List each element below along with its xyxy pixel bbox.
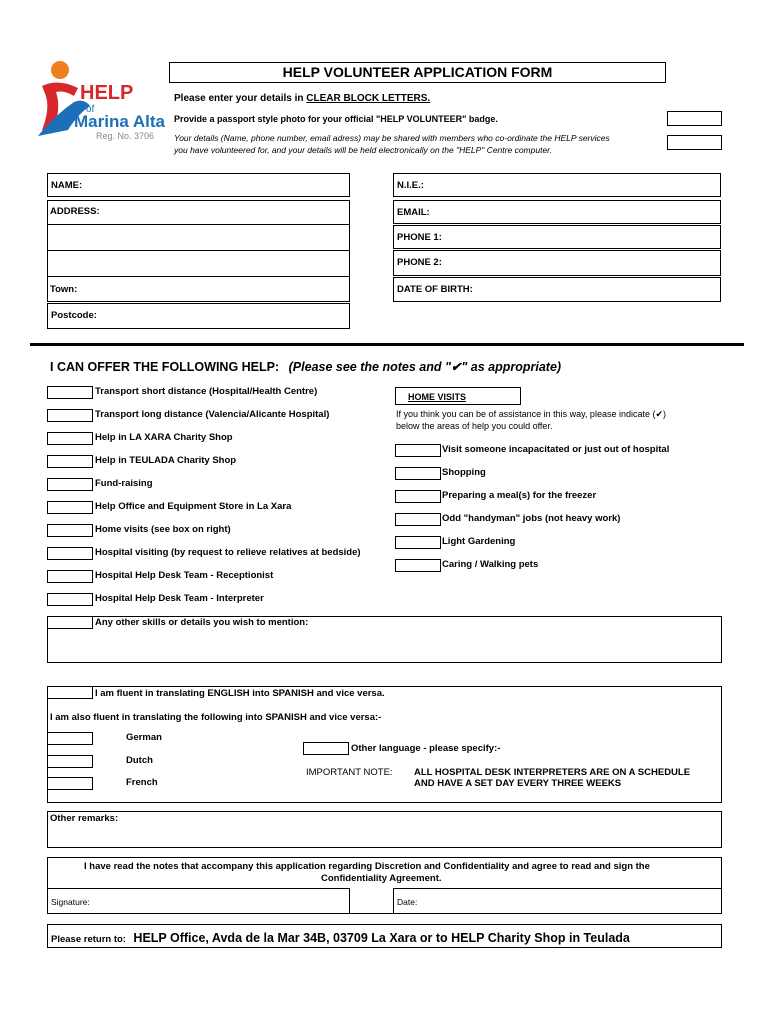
option-preparing-meals: Preparing a meal(s) for the freezer (442, 490, 597, 501)
option-desk-interpreter: Hospital Help Desk Team - Interpreter (95, 593, 264, 604)
also-fluent-text: I am also fluent in translating the following into SPANISH and vice versa:- (50, 712, 382, 723)
language-german: German (126, 732, 162, 743)
checkbox-la-xara-shop[interactable] (47, 432, 93, 445)
dob-label: DATE OF BIRTH: (397, 284, 473, 295)
option-transport-long: Transport long distance (Valencia/Alicante Hospital) (95, 409, 330, 420)
important-note-line-1: ALL HOSPITAL DESK INTERPRETERS ARE ON A SCHEDULE (414, 767, 691, 778)
offer-heading-note: (Please see the notes and "✔" as appropriate) (288, 360, 562, 374)
option-caring-pets: Caring / Walking pets (442, 559, 539, 570)
checkbox-teulada-shop[interactable] (47, 455, 93, 468)
option-desk-receptionist: Hospital Help Desk Team - Receptionist (95, 570, 274, 581)
checkbox-desk-interpreter[interactable] (47, 593, 93, 606)
checkbox-other-language[interactable] (303, 742, 349, 755)
privacy-line-2: you have volunteered for, and your details will be held electronically on the "HELP" Centre computer. (174, 145, 553, 155)
important-note-label: IMPORTANT NOTE: (306, 767, 393, 778)
name-field[interactable] (47, 173, 350, 197)
privacy-line-1: Your details (Name, phone number, email adress) may be shared with members who co-ordinate the HELP services (174, 133, 610, 143)
option-fund-raising: Fund-raising (95, 478, 153, 489)
photo-box-2[interactable] (667, 135, 722, 150)
date-label: Date: (397, 897, 418, 907)
checkbox-hospital-visiting[interactable] (47, 547, 93, 560)
phone1-field[interactable] (393, 225, 721, 249)
checkbox-german[interactable] (47, 732, 93, 745)
option-shopping: Shopping (442, 467, 486, 478)
language-dutch: Dutch (126, 755, 153, 766)
email-label: EMAIL: (397, 207, 430, 218)
block-letters-note (174, 93, 430, 104)
return-address-text: HELP Office, Avda de la Mar 34B, 03709 La Xara or to HELP Charity Shop in Teulada (133, 931, 630, 945)
checkbox-visit-incapacitated[interactable] (395, 444, 441, 457)
other-language-label: Other language - please specify:- (351, 743, 501, 754)
other-remarks-label: Other remarks: (50, 813, 119, 824)
block-letters-underlined: CLEAR BLOCK LETTERS. (306, 93, 431, 104)
signature-label: Signature: (51, 897, 90, 907)
nie-label: N.I.E.: (397, 180, 424, 191)
home-visits-title-box (395, 387, 521, 405)
phone1-label: PHONE 1: (397, 232, 442, 243)
home-visits-intro-1: If you think you can be of assistance in this way, please indicate (✔) (396, 409, 667, 419)
address-label: ADDRESS: (50, 206, 100, 217)
checkbox-fund-raising[interactable] (47, 478, 93, 491)
language-french: French (126, 777, 158, 788)
option-handyman: Odd "handyman" jobs (not heavy work) (442, 513, 621, 524)
home-visits-title: HOME VISITS (408, 392, 467, 402)
checkbox-preparing-meals[interactable] (395, 490, 441, 503)
name-label: NAME: (51, 180, 83, 191)
phone2-label: PHONE 2: (397, 257, 442, 268)
return-prefix: Please return to: (51, 934, 126, 945)
other-remarks-field[interactable] (47, 811, 722, 848)
checkbox-home-visits[interactable] (47, 524, 93, 537)
signature-field[interactable] (47, 888, 350, 914)
form-title-box (169, 62, 666, 83)
phone2-field[interactable] (393, 250, 721, 276)
option-visit-incapacitated: Visit someone incapacitated or just out of hospital (442, 444, 670, 455)
checkbox-french[interactable] (47, 777, 93, 790)
agreement-line-1: I have read the notes that accompany this application regarding Discretion and Confidentiality and agree to read and sign the (84, 861, 650, 872)
email-field[interactable] (393, 200, 721, 224)
agreement-line-2: Confidentiality Agreement. (321, 873, 442, 884)
checkbox-caring-pets[interactable] (395, 559, 441, 572)
form-title: HELP VOLUNTEER APPLICATION FORM (282, 64, 553, 80)
checkbox-dutch[interactable] (47, 755, 93, 768)
checkbox-light-gardening[interactable] (395, 536, 441, 549)
checkbox-transport-long[interactable] (47, 409, 93, 422)
fluent-english-text: I am fluent in translating ENGLISH into SPANISH and vice versa. (95, 688, 385, 699)
option-light-gardening: Light Gardening (442, 536, 516, 547)
logo-help-text: HELP (80, 82, 134, 104)
option-home-visits: Home visits (see box on right) (95, 524, 231, 535)
section-divider (30, 343, 744, 346)
offer-heading (50, 359, 561, 374)
option-teulada-shop: Help in TEULADA Charity Shop (95, 455, 237, 466)
checkbox-handyman[interactable] (395, 513, 441, 526)
dob-field[interactable] (393, 277, 721, 302)
checkbox-fluent-english[interactable] (47, 686, 93, 699)
logo-reg-text: Reg. No. 3706 (96, 131, 155, 141)
option-la-xara-shop: Help in LA XARA Charity Shop (95, 432, 233, 443)
other-skills-label: Any other skills or details you wish to mention: (95, 617, 309, 628)
offer-heading-text: I CAN OFFER THE FOLLOWING HELP: (50, 360, 280, 374)
option-transport-short: Transport short distance (Hospital/Health Centre) (95, 386, 318, 397)
postcode-field[interactable] (47, 303, 350, 329)
photo-note: Provide a passport style photo for your official "HELP VOLUNTEER" badge. (174, 114, 498, 124)
logo (34, 58, 166, 142)
logo-of-text: of (86, 104, 95, 115)
home-visits-intro-2: below the areas of help you could offer. (396, 421, 553, 431)
postcode-label: Postcode: (51, 310, 97, 321)
option-help-office: Help Office and Equipment Store in La Xara (95, 501, 292, 512)
nie-field[interactable] (393, 173, 721, 197)
checkbox-desk-receptionist[interactable] (47, 570, 93, 583)
date-field[interactable] (393, 888, 722, 914)
town-label: Town: (50, 284, 78, 295)
block-letters-prefix: Please enter your details in (174, 93, 307, 104)
photo-box-1[interactable] (667, 111, 722, 126)
checkbox-shopping[interactable] (395, 467, 441, 480)
logo-marina-text: Marina Alta (74, 112, 166, 131)
checkbox-transport-short[interactable] (47, 386, 93, 399)
checkbox-help-office[interactable] (47, 501, 93, 514)
return-address (51, 929, 630, 947)
option-hospital-visiting: Hospital visiting (by request to relieve relatives at bedside) (95, 547, 361, 558)
checkbox-other-skills[interactable] (47, 616, 93, 629)
important-note-line-2: AND HAVE A SET DAY EVERY THREE WEEKS (414, 778, 622, 789)
